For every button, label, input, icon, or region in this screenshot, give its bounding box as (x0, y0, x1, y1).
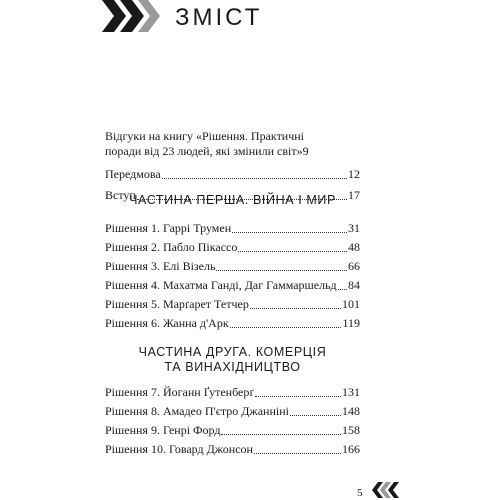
part1-list (105, 221, 360, 331)
toc-entry-name: Амадео П'єтро Джанніні (162, 404, 289, 418)
toc-entry-page: 12 (348, 167, 360, 181)
leader-dots (338, 289, 347, 290)
leader-dots (216, 270, 347, 271)
toc-entry-name: Елі Візель (162, 259, 216, 273)
toc-entry-name: Махатма Ганді, Даг Гаммаршельд (162, 278, 337, 292)
toc-entry-page: 9 (302, 144, 309, 158)
toc-entry-page: 31 (348, 221, 360, 235)
leader-dots (238, 251, 347, 252)
toc-entry[interactable] (105, 278, 360, 293)
part-title-2-line2: ТА ВИНАХІДНИЦТВО (164, 360, 301, 374)
page-number: 5 (357, 487, 363, 499)
toc-entry[interactable] (105, 385, 360, 400)
toc-entry-label-line1: Відгуки на книгу «Рішення. Практичні (105, 129, 305, 143)
toc-entry-page: 119 (342, 316, 360, 330)
leader-dots (254, 453, 341, 454)
toc-entry[interactable] (105, 297, 360, 312)
front-matter-list (105, 129, 360, 203)
toc-entry[interactable] (105, 316, 360, 331)
toc-entry-page: 131 (342, 385, 360, 399)
toc-entry[interactable] (105, 221, 360, 236)
leader-dots (221, 434, 341, 435)
toc-entry-page: 48 (348, 240, 360, 254)
toc-entry-name: Говард Джонсон (168, 442, 253, 456)
toc-entry-prefix: Рішення 4. (105, 278, 160, 292)
part-title-1: ЧАСТИНА ПЕРША. ВІЙНА І МИР (129, 193, 336, 207)
toc-entry-page: 17 (348, 188, 360, 202)
part-title-2-line1: ЧАСТИНА ДРУГА. КОМЕРЦІЯ (138, 345, 327, 359)
page-title: ЗМІСТ (175, 4, 263, 31)
toc-entry-page: 166 (342, 442, 360, 456)
chevron-arrows-icon (102, 0, 162, 40)
toc-entry-prefix: Рішення 2. (105, 240, 160, 254)
toc-entry-name: Жанна д'Арк (162, 316, 229, 330)
toc-entry-prefix: Рішення 3. (105, 259, 160, 273)
toc-entry[interactable] (105, 259, 360, 274)
toc-entry[interactable] (105, 442, 360, 457)
leader-dots (250, 308, 341, 309)
toc-entry-page: 84 (348, 278, 360, 292)
toc-entry-prefix: Рішення 9. (105, 423, 160, 437)
toc-entry-name: Пабло Пікассо (162, 240, 238, 254)
toc-entry-prefix: Рішення 5. (105, 297, 160, 311)
toc-entry[interactable] (105, 423, 360, 438)
toc-entry-label: Вступ (105, 188, 136, 202)
toc-entry-prefix: Рішення 8. (105, 404, 160, 418)
toc-entry-page: 66 (348, 259, 360, 273)
leader-dots (255, 396, 341, 397)
leader-dots (232, 232, 347, 233)
part2-list (105, 385, 360, 457)
toc-entry[interactable] (105, 404, 360, 419)
toc-entry-prefix: Рішення 1. (105, 221, 160, 235)
toc-entry-prefix: Рішення 7. (105, 385, 160, 399)
toc-entry-page: 148 (342, 404, 360, 418)
toc-entry-page: 158 (342, 423, 360, 437)
part-title-2 (105, 345, 360, 375)
toc-entry-prefix: Рішення 10. (105, 442, 166, 456)
leader-dots (290, 415, 341, 416)
toc-entry-page: 101 (342, 297, 360, 311)
toc-entry[interactable] (105, 240, 360, 255)
toc-entry-reviews[interactable] (105, 129, 360, 159)
toc-entry-label-line2: поради від 23 людей, які змінили світ» (105, 144, 303, 158)
chevron-arrows-icon (372, 482, 400, 498)
toc-entry-name: Йоганн Ґутенберґ (162, 385, 254, 399)
toc-entry-prefix: Рішення 6. (105, 316, 160, 330)
leader-dots (230, 327, 342, 328)
toc-entry-name: Марґарет Тетчер (162, 297, 249, 311)
toc-entry-label: Передмова (105, 167, 161, 181)
toc-entry-name: Гаррі Трумен (162, 221, 232, 235)
toc-entry-name: Генрі Форд (162, 423, 221, 437)
leader-dots (162, 178, 347, 179)
toc-entry-foreword[interactable] (105, 167, 360, 182)
